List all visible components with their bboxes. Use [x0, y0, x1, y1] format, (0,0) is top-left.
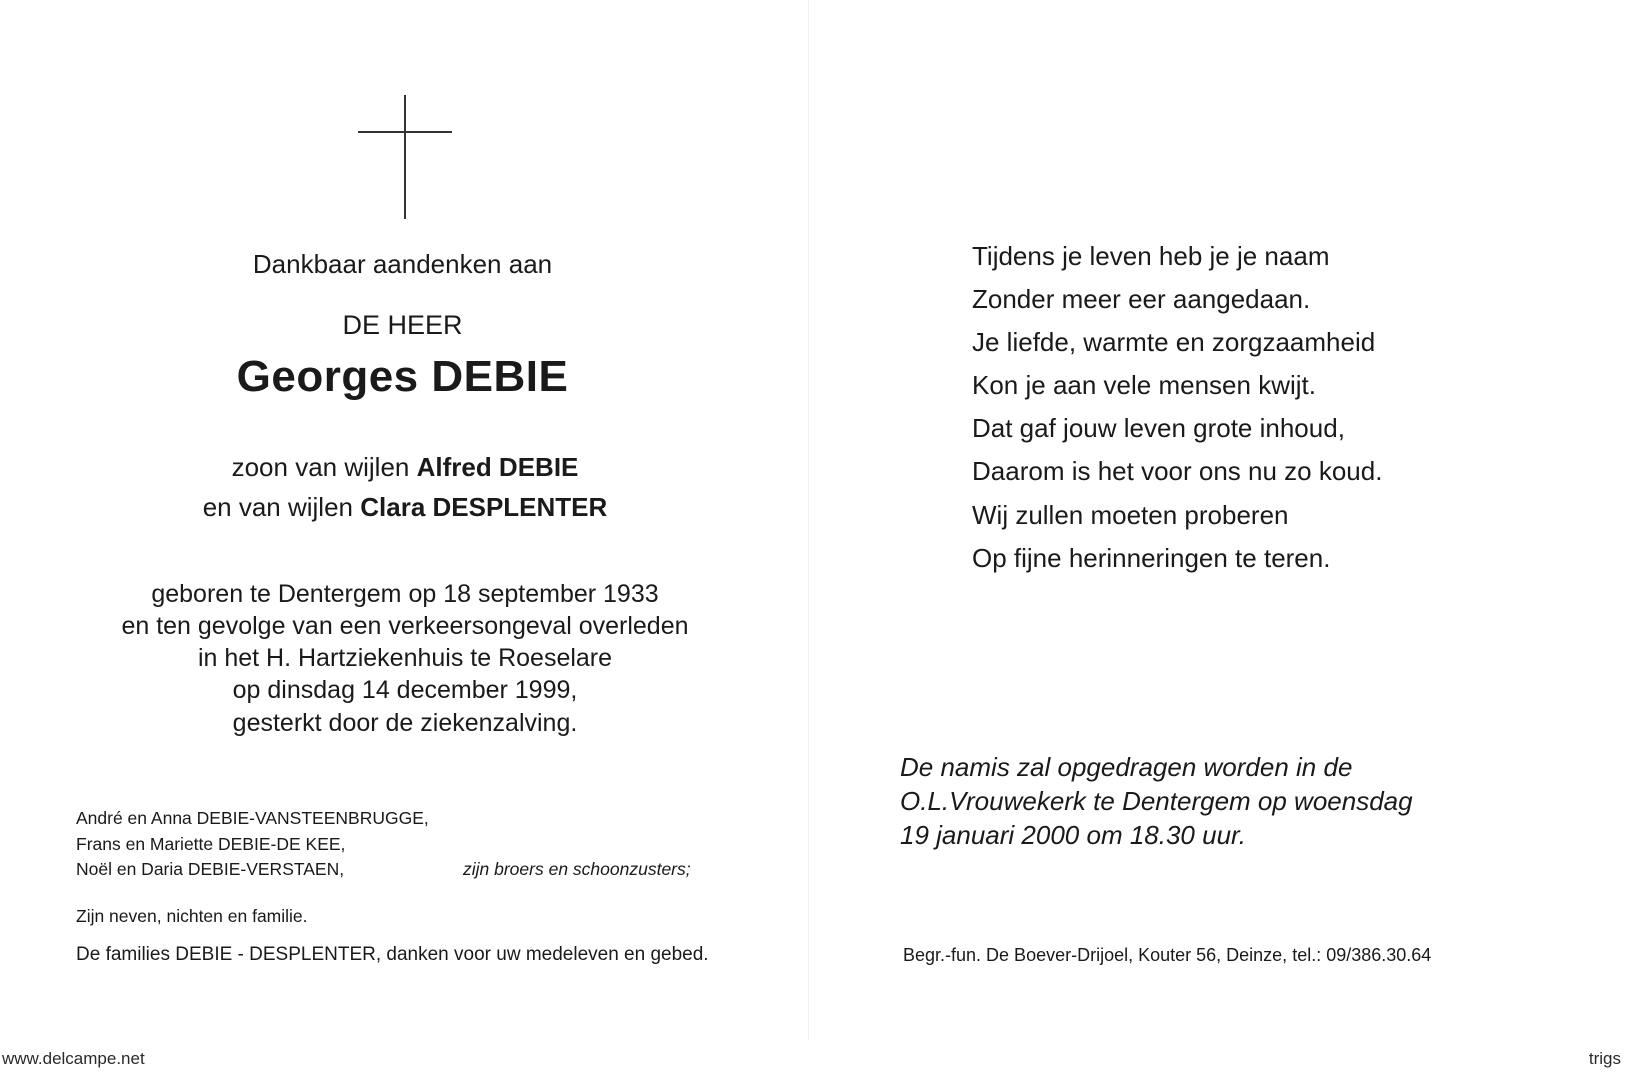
source-label: trigs — [1588, 1049, 1621, 1068]
poem-line: Je liefde, warmte en zorgzaamheid — [972, 327, 1376, 357]
mass-line: O.L.Vrouwekerk te Dentergem op woensdag — [900, 786, 1413, 816]
footer-bar — [0, 1042, 1625, 1073]
bio-line: geboren te Dentergem op 18 september 1933 — [151, 580, 659, 608]
parent-line-mother — [140, 492, 670, 523]
mass-line: De namis zal opgedragen worden in de — [900, 752, 1353, 782]
deceased-name: Georges DEBIE — [236, 352, 569, 401]
family-member: Noël en Daria DEBIE-VERSTAEN, — [76, 859, 345, 879]
bio-line: op dinsdag 14 december 1999, — [232, 676, 578, 704]
parent-prefix: en van wijlen — [202, 492, 361, 522]
poem-line: Kon je aan vele mensen kwijt. — [972, 370, 1316, 400]
family-member: Frans en Mariette DEBIE-DE KEE, — [76, 834, 346, 854]
parent-prefix: zoon van wijlen — [231, 452, 417, 482]
mass-line: 19 januari 2000 om 18.30 uur. — [900, 820, 1246, 850]
poem-line: Daarom is het voor ons nu zo koud. — [972, 456, 1383, 486]
family-relation-note: zijn broers en schoonzusters; — [463, 859, 691, 879]
relatives-line: Zijn neven, nichten en familie. — [76, 906, 308, 926]
family-member: André en Anna DEBIE-VANSTEENBRUGGE, — [76, 808, 429, 828]
parent-name: Clara DESPLENTER — [360, 492, 608, 522]
bio-line: in het H. Hartziekenhuis te Roeselare — [197, 644, 613, 672]
thanks-line: De families DEBIE - DESPLENTER, danken voor uw medeleven en gebed. — [76, 944, 709, 965]
parent-line-father — [140, 452, 670, 483]
parent-name: Alfred DEBIE — [416, 452, 579, 482]
poem-line: Tijdens je leven heb je je naam — [972, 241, 1330, 271]
undertaker-line: Begr.-fun. De Boever-Drijoel, Kouter 56, Deinze, tel.: 09/386.30.64 — [903, 945, 1432, 965]
poem-line: Op fijne herinneringen te teren. — [972, 543, 1331, 573]
honorific-title: DE HEER — [342, 310, 463, 340]
poem-line: Zonder meer eer aangedaan. — [972, 284, 1311, 314]
site-watermark[interactable]: www.delcampe.net — [2, 1049, 145, 1068]
poem-line: Wij zullen moeten proberen — [972, 500, 1289, 530]
bio-line: en ten gevolge van een verkeersongeval overleden — [121, 612, 689, 640]
card-fold-line — [808, 0, 809, 1040]
bio-line: gesterkt door de ziekenzalving. — [232, 709, 578, 737]
intro-text: Dankbaar aandenken aan — [252, 249, 553, 279]
poem-line: Dat gaf jouw leven grote inhoud, — [972, 413, 1345, 443]
